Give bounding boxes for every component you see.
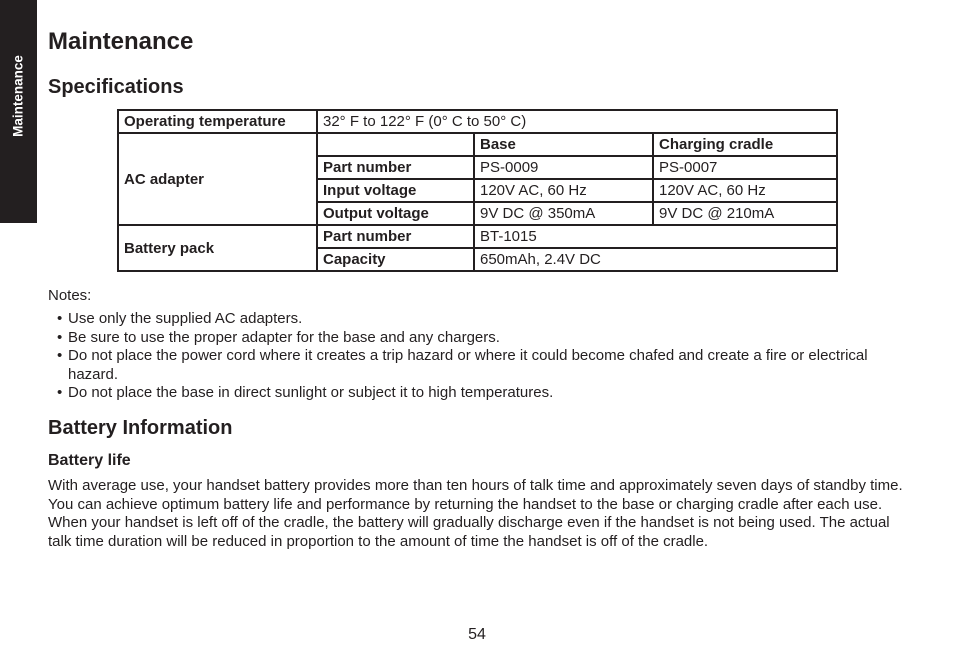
output-voltage-base: 9V DC @ 350mA [474,202,653,225]
battery-information-heading: Battery Information [48,417,233,439]
output-voltage-label: Output voltage [317,202,474,225]
input-voltage-cradle: 120V AC, 60 Hz [653,179,837,202]
table-row [118,110,837,133]
battery-part-number-value: BT-1015 [474,225,837,248]
page-number: 54 [468,626,486,643]
ac-adapter-label: AC adapter [118,133,317,225]
battery-part-number-label: Part number [317,225,474,248]
table-row [118,225,837,248]
operating-temperature-value: 32° F to 122° F (0° C to 50° C) [317,110,837,133]
operating-temperature-label: Operating temperature [118,110,317,133]
battery-life-subheading: Battery life [48,452,131,469]
column-header-base: Base [474,133,653,156]
side-section-tab-label: Maintenance [10,55,26,137]
page-title: Maintenance [48,28,194,55]
column-header-charging-cradle: Charging cradle [653,133,837,156]
list-item: • Use only the supplied AC adapters. [56,310,906,329]
specifications-table [117,109,838,272]
capacity-value: 650mAh, 2.4V DC [474,248,837,271]
battery-life-paragraph: With average use, your handset battery provides more than ten hours of talk time and approximately seven days of standby time. You can achieve optimum battery life and performance by returning the handset to the base or charging cradle after each use. When your handset is left off of the cradle, the battery will gradually discharge even if the handset is not being used. The actual talk time duration will be reduced in proportion to the amount of time the handset is off of the cradle. [48,477,903,550]
output-voltage-cradle: 9V DC @ 210mA [653,202,837,225]
capacity-label: Capacity [317,248,474,271]
battery-pack-label: Battery pack [118,225,317,271]
input-voltage-label: Input voltage [317,179,474,202]
part-number-base: PS-0009 [474,156,653,179]
table-row [118,133,837,156]
part-number-label: Part number [317,156,474,179]
notes-list [56,310,906,403]
notes-label: Notes: [48,287,92,304]
list-item: • Do not place the base in direct sunlight or subject it to high temperatures. [56,384,906,403]
list-item: • Do not place the power cord where it creates a trip hazard or where it could become chafed and create a fire or electrical hazard. [56,347,906,384]
empty-header-cell [317,133,474,156]
list-item: • Be sure to use the proper adapter for the base and any chargers. [56,329,906,348]
specifications-heading: Specifications [48,76,184,98]
input-voltage-base: 120V AC, 60 Hz [474,179,653,202]
side-section-tab [0,0,37,223]
part-number-cradle: PS-0007 [653,156,837,179]
